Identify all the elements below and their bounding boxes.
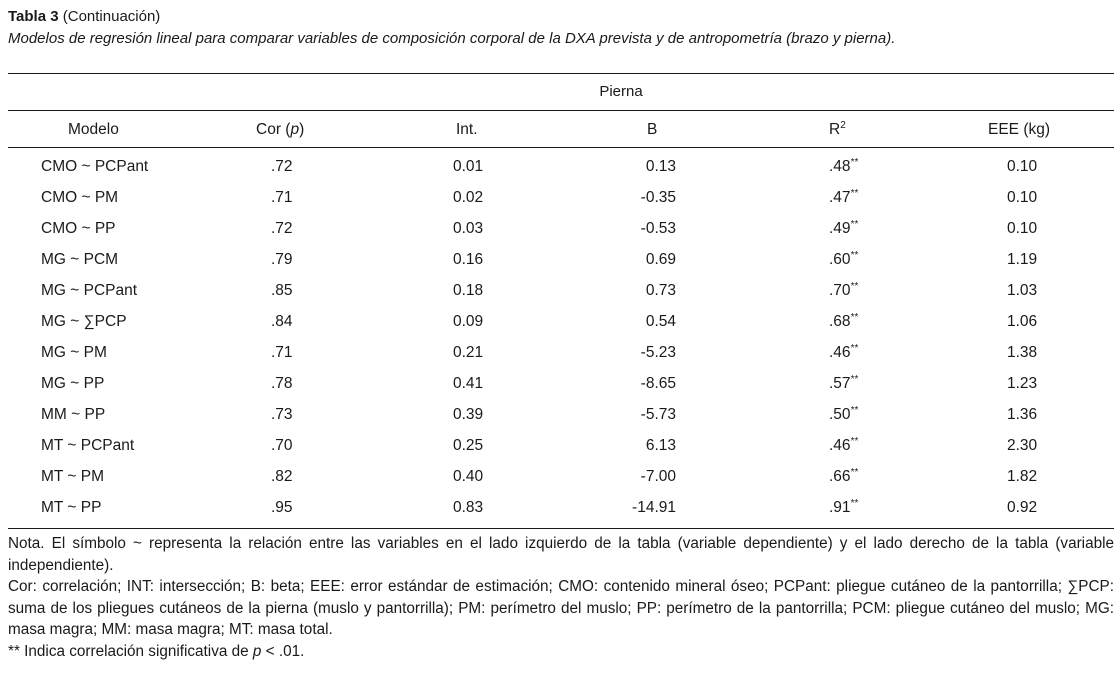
table-row: [8, 275, 1114, 306]
cell-eee: 0.10: [1007, 189, 1038, 206]
col-header-cor: Cor (p): [256, 121, 305, 138]
cell-r2-value: .46: [829, 344, 851, 361]
cell-cor: .72: [271, 220, 293, 237]
cell-r2-sig: **: [850, 374, 859, 385]
cell-b: -7.00: [640, 468, 676, 485]
cell-r2-sig: **: [850, 436, 859, 447]
cell-b: -8.65: [640, 375, 676, 392]
cell-b: 0.73: [645, 282, 676, 299]
cell-model: MG ~ ∑PCP: [41, 313, 127, 330]
cell-r2-sig: **: [850, 219, 859, 230]
cell-eee: 1.38: [1007, 344, 1038, 361]
cell-int: 0.21: [453, 344, 484, 361]
cell-b: -0.53: [640, 220, 676, 237]
cell-b: -14.91: [632, 499, 676, 516]
cell-model: MG ~ PCM: [41, 251, 119, 268]
cell-r2: [829, 275, 858, 306]
cell-eee: 0.10: [1007, 220, 1038, 237]
cell-int: 0.41: [453, 375, 484, 392]
table-body: [8, 148, 1114, 528]
cell-r2: [829, 368, 858, 399]
table-subtitle: Modelos de regresión lineal para comparar variables de composición corporal de la DXA prevista y de antropometría (brazo y pierna).: [8, 30, 896, 47]
cell-eee: 1.19: [1007, 251, 1038, 268]
cell-eee: 1.82: [1007, 468, 1038, 485]
cell-r2-value: .49: [829, 220, 851, 237]
cell-r2: [829, 306, 858, 337]
table-continuation: (Continuación): [58, 8, 161, 25]
cell-r2-sig: **: [850, 157, 859, 168]
cell-int: 0.01: [453, 158, 484, 175]
cell-r2-value: .68: [829, 313, 851, 330]
col-header-model: Modelo: [68, 121, 119, 138]
cell-b: -0.35: [640, 189, 676, 206]
cell-b: 0.13: [645, 158, 676, 175]
cell-r2-sig: **: [850, 188, 859, 199]
table-row: [8, 213, 1114, 244]
cell-r2-sig: **: [850, 281, 859, 292]
cell-b: 0.54: [645, 313, 676, 330]
cell-model: MG ~ PP: [41, 375, 105, 392]
bottom-rule: [8, 528, 1114, 529]
cell-b: -5.23: [640, 344, 676, 361]
cell-r2: [829, 492, 858, 523]
cell-r2-value: .91: [829, 499, 851, 516]
cell-eee: 1.23: [1007, 375, 1038, 392]
table-row: [8, 244, 1114, 275]
cell-int: 0.39: [453, 406, 484, 423]
table-page: [8, 6, 1114, 660]
cell-cor: .78: [271, 375, 293, 392]
cell-r2-sig: **: [850, 343, 859, 354]
cell-b: 0.69: [645, 251, 676, 268]
cell-r2: [829, 244, 858, 275]
cell-model: MM ~ PP: [41, 406, 106, 423]
cell-int: 0.25: [453, 437, 484, 454]
cell-eee: 1.06: [1007, 313, 1038, 330]
cell-model: CMO ~ PCPant: [41, 158, 149, 175]
cell-int: 0.18: [453, 282, 484, 299]
cell-r2-sig: **: [850, 405, 859, 416]
cell-cor: .70: [271, 437, 293, 454]
cell-model: CMO ~ PP: [41, 220, 116, 237]
group-header: Pierna: [599, 83, 643, 100]
cell-r2: [829, 461, 858, 492]
cell-cor: .95: [271, 499, 293, 516]
cell-model: MG ~ PCPant: [41, 282, 138, 299]
note-definition: Nota. El símbolo ~ representa la relación entre las variables en el lado izquierdo de la tabla (variable dependiente) y el lado derecho de la tabla (variable independiente).: [8, 535, 1114, 574]
cell-r2-value: .60: [829, 251, 851, 268]
regression-table: [8, 73, 1114, 529]
cell-r2: [829, 399, 858, 430]
cell-model: MT ~ PCPant: [41, 437, 135, 454]
table-row: [8, 461, 1114, 492]
cell-r2-value: .66: [829, 468, 851, 485]
cell-eee: 2.30: [1007, 437, 1038, 454]
cell-model: CMO ~ PM: [41, 189, 119, 206]
cell-r2-value: .70: [829, 282, 851, 299]
col-header-eee: EEE (kg): [988, 121, 1051, 138]
table-row: [8, 182, 1114, 213]
cell-model: MT ~ PM: [41, 468, 105, 485]
cell-eee: 1.36: [1007, 406, 1038, 423]
cell-r2: [829, 151, 858, 182]
cell-b: -5.73: [640, 406, 676, 423]
note-significance: ** Indica correlación significativa de p < .01.: [8, 642, 305, 660]
cell-int: 0.83: [453, 499, 484, 516]
cell-r2: [829, 182, 858, 213]
note-abbreviations: Cor: correlación; INT: intersección; B: beta; EEE: error estándar de estimación; CMO: contenido mineral óseo; PCPant: pliegue cutáneo de la pantorrilla; ∑PCP: suma de los pliegues cutáneos de la pierna (muslo y pantorrilla); PM: perímetro del muslo; PP: perímetro de la pantorrilla; PCM: pliegue cutáneo del muslo; MG: masa magra; MM: masa magra; MT: masa total.: [8, 578, 1114, 638]
table-row: [8, 430, 1114, 461]
table-row: [8, 368, 1114, 399]
cell-r2: [829, 430, 858, 461]
table-row: [8, 306, 1114, 337]
cell-cor: .72: [271, 158, 293, 175]
cell-eee: 1.03: [1007, 282, 1038, 299]
cell-r2-value: .48: [829, 158, 851, 175]
cell-int: 0.02: [453, 189, 484, 206]
table-row: [8, 492, 1114, 523]
cell-int: 0.03: [453, 220, 484, 237]
cell-r2-sig: **: [850, 467, 859, 478]
cell-b: 6.13: [645, 437, 676, 454]
col-header-r2: $R^2$: [829, 120, 846, 138]
col-header-b: B: [647, 121, 658, 138]
cell-cor: .79: [271, 251, 293, 268]
table-row: [8, 151, 1114, 182]
cell-cor: .73: [271, 406, 293, 423]
cell-r2-value: .47: [829, 189, 851, 206]
cell-r2-sig: **: [850, 250, 859, 261]
cell-cor: .71: [271, 189, 293, 206]
cell-cor: .85: [271, 282, 293, 299]
cell-model: MT ~ PP: [41, 499, 102, 516]
cell-eee: 0.10: [1007, 158, 1038, 175]
cell-r2-sig: **: [850, 498, 859, 509]
cell-r2: [829, 213, 858, 244]
cell-r2: [829, 337, 858, 368]
cell-cor: .84: [271, 313, 293, 330]
cell-int: 0.16: [453, 251, 484, 268]
cell-r2-value: .57: [829, 375, 851, 392]
col-header-int: Int.: [456, 121, 478, 138]
cell-cor: .82: [271, 468, 293, 485]
cell-int: 0.40: [453, 468, 484, 485]
cell-r2-value: .46: [829, 437, 851, 454]
column-header-row: [8, 111, 1114, 147]
cell-eee: 0.92: [1007, 499, 1038, 516]
cell-int: 0.09: [453, 313, 484, 330]
table-notes: [8, 533, 1114, 662]
table-row: [8, 399, 1114, 430]
cell-model: MG ~ PM: [41, 344, 107, 361]
cell-cor: .71: [271, 344, 293, 361]
table-row: [8, 337, 1114, 368]
table-label: Tabla 3: [8, 8, 59, 25]
table-caption: [8, 6, 1114, 28]
cell-r2-value: .50: [829, 406, 851, 423]
cell-r2-sig: **: [850, 312, 859, 323]
